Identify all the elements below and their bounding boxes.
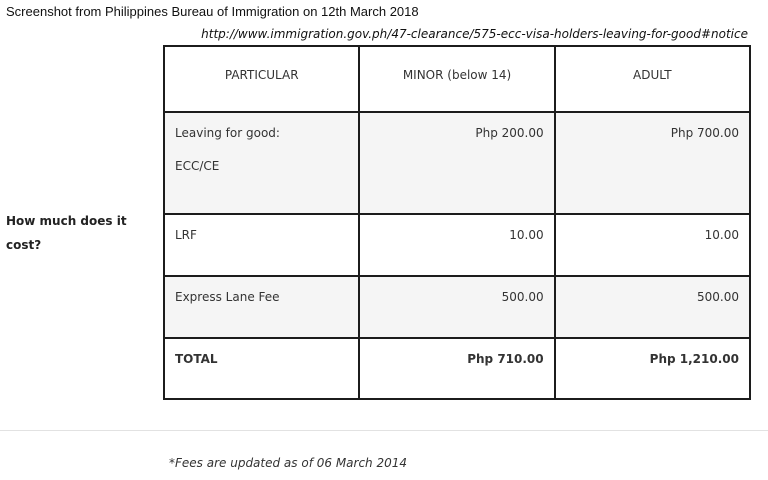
cost-question: How much does it cost? <box>6 214 127 252</box>
minor-fee-express: 500.00 <box>359 276 554 338</box>
header-minor: MINOR (below 14) <box>359 46 554 112</box>
row-label-total: TOTAL <box>164 338 359 399</box>
table-row <box>164 214 750 276</box>
screenshot-caption: Screenshot from Philippines Bureau of Immigration on 12th March 2018 <box>6 4 419 19</box>
table-row <box>164 276 750 338</box>
row-label-text: Leaving for good: <box>175 126 280 140</box>
adult-fee-total: Php 1,210.00 <box>555 338 750 399</box>
minor-fee-total: Php 710.00 <box>359 338 554 399</box>
minor-fee-leaving: Php 200.00 <box>359 112 554 214</box>
table-row <box>164 112 750 214</box>
source-url: http://www.immigration.gov.ph/47-clearance/575-ecc-visa-holders-leaving-for-good#notice <box>201 27 748 41</box>
row-label-leaving <box>164 112 359 214</box>
table-header-row <box>164 46 750 112</box>
table-row-total <box>164 338 750 399</box>
row-label-lrf: LRF <box>164 214 359 276</box>
fees-table <box>163 45 751 400</box>
divider <box>0 430 768 431</box>
row-sublabel-ecc: ECC/CE <box>175 159 220 173</box>
minor-fee-lrf: 10.00 <box>359 214 554 276</box>
header-adult: ADULT <box>555 46 750 112</box>
row-label-express: Express Lane Fee <box>164 276 359 338</box>
adult-fee-express: 500.00 <box>555 276 750 338</box>
adult-fee-lrf: 10.00 <box>555 214 750 276</box>
header-particular: PARTICULAR <box>164 46 359 112</box>
adult-fee-leaving: Php 700.00 <box>555 112 750 214</box>
fees-note: *Fees are updated as of 06 March 2014 <box>169 456 408 470</box>
